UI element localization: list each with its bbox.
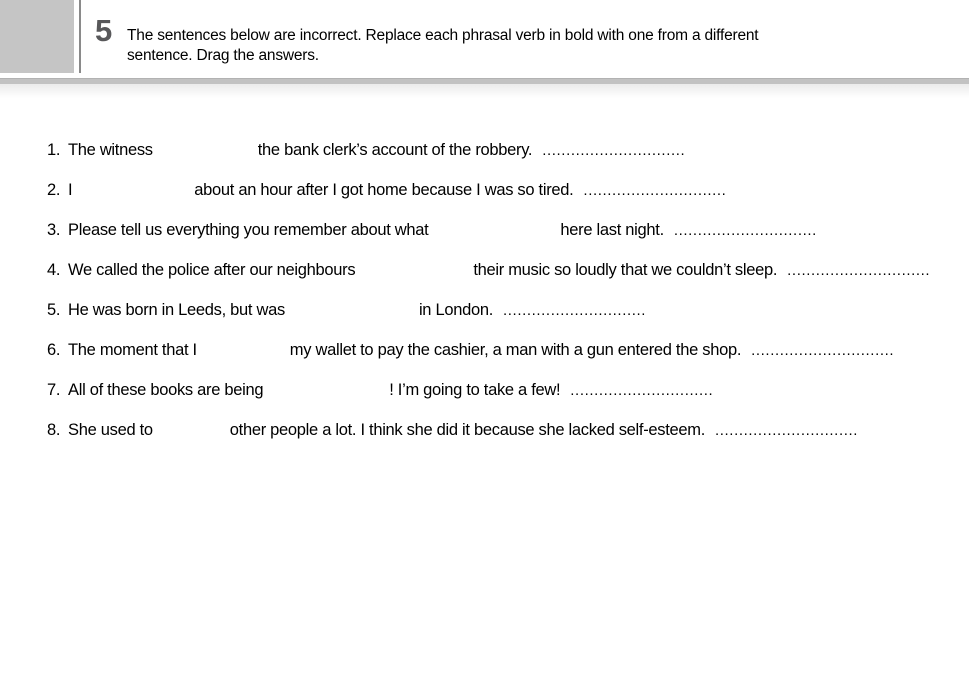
sentence-text-after: in London.	[418, 301, 494, 319]
answer-dotted-line[interactable]: ..............................	[583, 182, 727, 199]
sentence-number: 2.	[47, 181, 61, 199]
sentence-number: 5.	[47, 301, 61, 319]
answer-gap[interactable]	[355, 274, 473, 275]
section-number: 5	[95, 13, 112, 48]
sentence-text-before: We called the police after our neighbours	[68, 261, 356, 279]
sentence-text-before: Please tell us everything you remember about what	[68, 221, 429, 239]
sentence-row	[0, 370, 969, 410]
answer-gap[interactable]	[197, 354, 290, 355]
answer-dotted-line[interactable]: ..............................	[751, 342, 895, 359]
answer-gap[interactable]	[153, 434, 230, 435]
sentence-row	[0, 130, 969, 170]
sentence-row	[0, 210, 969, 250]
header-divider-shadow	[0, 84, 969, 98]
answer-dotted-line[interactable]: ..............................	[673, 222, 817, 239]
header-corner-square	[0, 0, 74, 73]
answer-gap[interactable]	[428, 234, 560, 235]
sentence-list	[0, 130, 969, 450]
sentence-number: 6.	[47, 341, 61, 359]
sentence-text-after: their music so loudly that we couldn’t sleep.	[473, 261, 778, 279]
sentence-text-before: The witness	[68, 141, 153, 159]
sentence-text-after: the bank clerk’s account of the robbery.	[257, 141, 533, 159]
answer-gap[interactable]	[263, 394, 389, 395]
sentence-number: 3.	[47, 221, 61, 239]
answer-dotted-line[interactable]: ..............................	[503, 302, 647, 319]
sentence-text-after: my wallet to pay the cashier, a man with a gun entered the shop.	[289, 341, 742, 359]
sentence-text-before: She used to	[68, 421, 153, 439]
sentence-row	[0, 170, 969, 210]
sentence-row	[0, 410, 969, 450]
sentence-row	[0, 290, 969, 330]
sentence-text-before: He was born in Leeds, but was	[68, 301, 285, 319]
sentence-number: 7.	[47, 381, 61, 399]
sentence-text-before: The moment that I	[68, 341, 197, 359]
answer-gap[interactable]	[285, 314, 419, 315]
answer-gap[interactable]	[72, 194, 194, 195]
sentence-text-before: All of these books are being	[68, 381, 264, 399]
answer-gap[interactable]	[153, 154, 258, 155]
sentence-text-before: I	[68, 181, 73, 199]
sentence-text-after: ! I’m going to take a few!	[389, 381, 561, 399]
header-vertical-rule	[79, 0, 81, 73]
answer-dotted-line[interactable]: ..............................	[787, 262, 931, 279]
answer-dotted-line[interactable]: ..............................	[715, 422, 859, 439]
exercise-instructions: The sentences below are incorrect. Replace each phrasal verb in bold with one from a different sentence. Drag the answers.	[127, 27, 759, 64]
sentence-text-after: here last night.	[560, 221, 664, 239]
sentence-text-after: other people a lot. I think she did it because she lacked self-esteem.	[229, 421, 705, 439]
answer-dotted-line[interactable]: ..............................	[542, 142, 686, 159]
sentence-text-after: about an hour after I got home because I was so tired.	[194, 181, 574, 199]
answer-dotted-line[interactable]: ..............................	[570, 382, 714, 399]
sentence-number: 4.	[47, 261, 61, 279]
sentence-number: 8.	[47, 421, 61, 439]
sentence-number: 1.	[47, 141, 61, 159]
sentence-row	[0, 250, 969, 290]
sentence-row	[0, 330, 969, 370]
